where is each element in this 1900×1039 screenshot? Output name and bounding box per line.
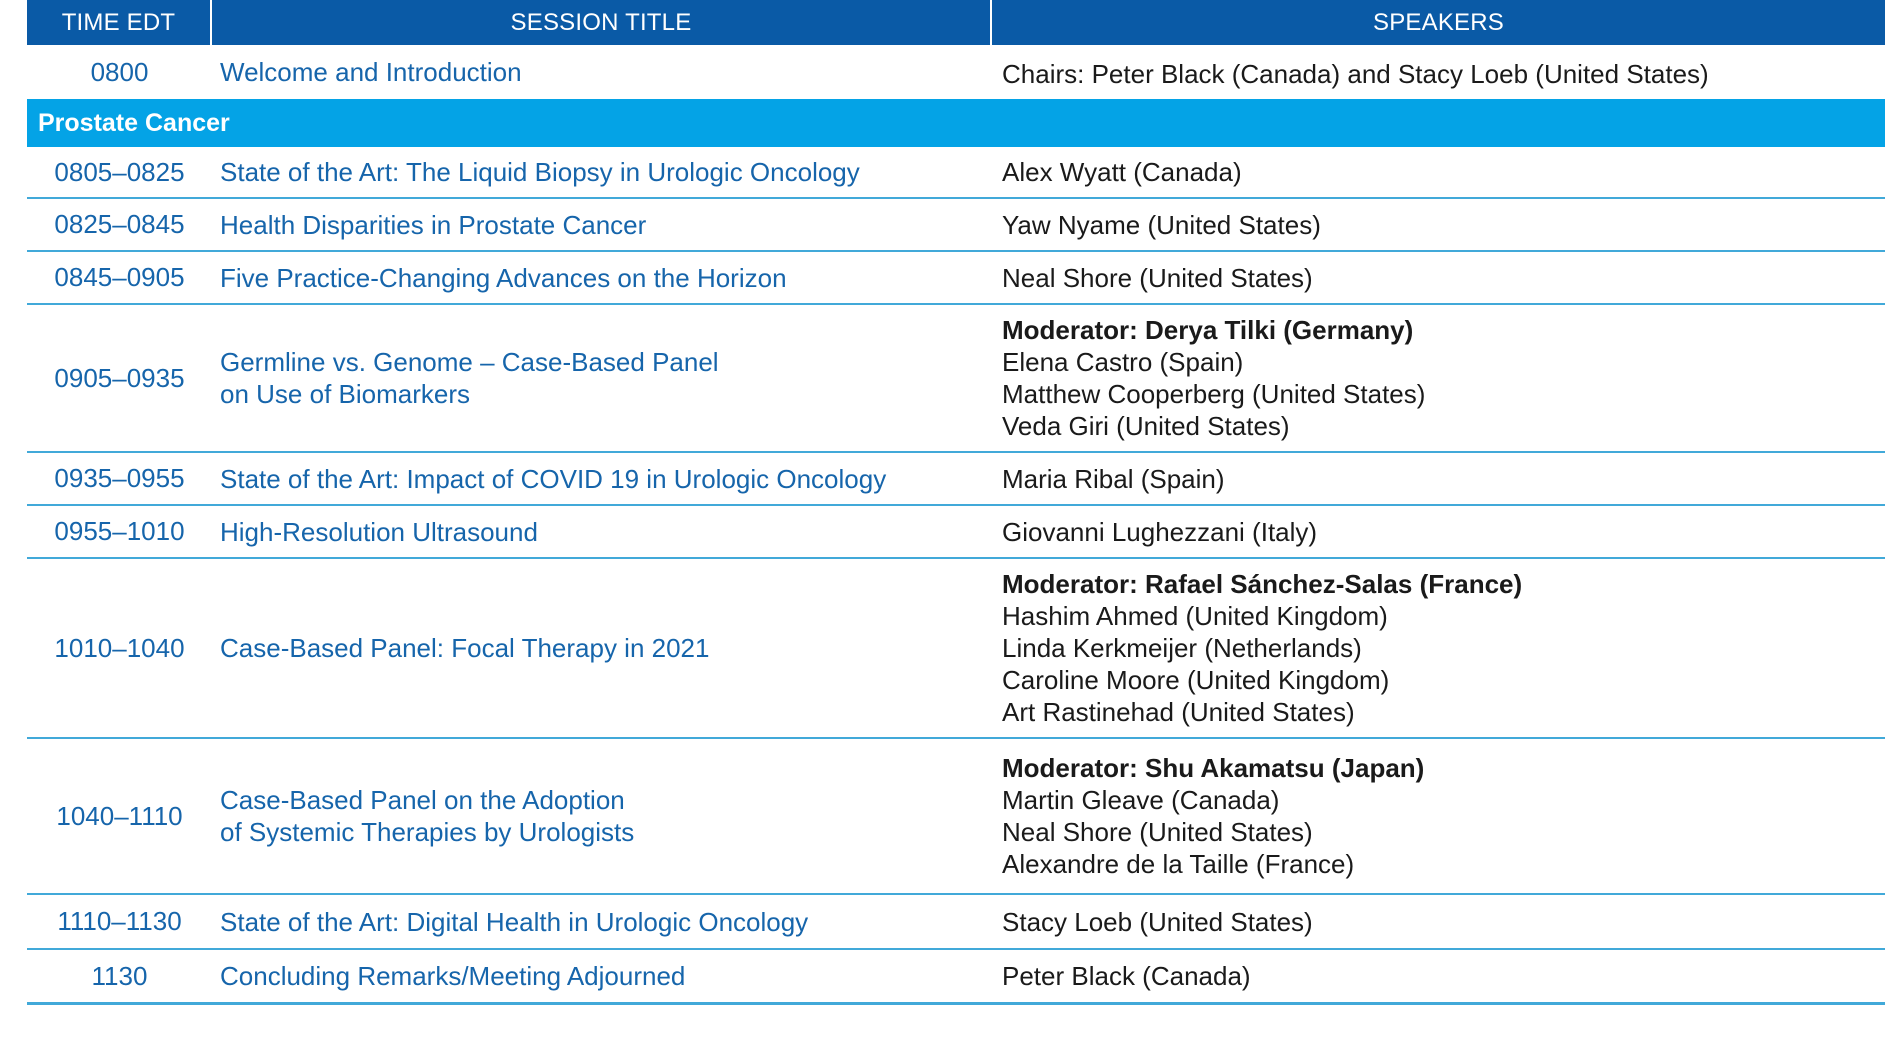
speaker: Linda Kerkmeijer (Netherlands) [1002, 633, 1362, 663]
session-title [212, 262, 992, 294]
moderator: Moderator: Rafael Sánchez-Salas (France) [1002, 569, 1523, 599]
session-row [27, 506, 1885, 559]
session-time: 0825–0845 [54, 209, 185, 239]
session-title [212, 463, 992, 495]
session-time: 0800 [90, 56, 149, 87]
session-speakers: Chairs: Peter Black (Canada) and Stacy Loeb (United States) [1002, 59, 1709, 89]
session-title-line: Case-Based Panel: Focal Therapy in 2021 [220, 633, 710, 663]
session-title [212, 346, 992, 410]
speaker: Giovanni Lughezzani (Italy) [1002, 516, 1318, 547]
session-row [27, 199, 1885, 252]
session-speakers [992, 463, 1885, 495]
speaker: Caroline Moore (United Kingdom) [1002, 665, 1390, 695]
session-row [27, 453, 1885, 506]
session-time: 1130 [91, 960, 148, 991]
session-speakers [992, 156, 1885, 188]
session-row [27, 559, 1885, 739]
session-title-line: State of the Art: Impact of COVID 19 in Urologic Oncology [220, 463, 887, 494]
session-title-line: of Systemic Therapies by Urologists [220, 817, 635, 847]
session-title [212, 156, 992, 188]
session-title [212, 516, 992, 548]
header-speakers: SPEAKERS [1373, 8, 1504, 36]
session-title [212, 209, 992, 241]
session-title [212, 960, 992, 992]
speaker: Veda Giri (United States) [1002, 411, 1290, 441]
session-title-line: State of the Art: Digital Health in Urologic Oncology [220, 906, 809, 937]
session-list [27, 147, 1885, 1005]
speaker: Peter Black (Canada) [1002, 961, 1251, 991]
session-row [27, 895, 1885, 950]
session-title [212, 784, 992, 848]
session-row [27, 739, 1885, 895]
header-time: TIME EDT [27, 0, 212, 45]
section-heading: Prostate Cancer [27, 99, 1885, 147]
session-speakers [992, 960, 1885, 992]
session-title: Welcome and Introduction [220, 57, 522, 87]
session-title-line: Health Disparities in Prostate Cancer [220, 209, 647, 240]
table-header [27, 0, 1885, 45]
session-title-line: Case-Based Panel on the Adoption [220, 785, 625, 815]
header-session-title: SESSION TITLE [212, 0, 992, 45]
session-time: 0905–0935 [54, 362, 185, 393]
speaker: Maria Ribal (Spain) [1002, 463, 1225, 494]
speaker: Alexandre de la Taille (France) [1002, 849, 1355, 879]
session-title-line: Five Practice-Changing Advances on the Horizon [220, 262, 787, 293]
session-title-line: Concluding Remarks/Meeting Adjourned [220, 961, 686, 991]
session-time: 0845–0905 [54, 262, 185, 292]
session-time: 1010–1040 [54, 632, 185, 663]
session-speakers [992, 752, 1885, 880]
session-row [27, 950, 1885, 1005]
session-title-line: State of the Art: The Liquid Biopsy in Urologic Oncology [220, 157, 860, 187]
speaker: Neal Shore (United States) [1002, 262, 1313, 293]
session-row [27, 305, 1885, 453]
session-row [27, 147, 1885, 199]
session-time: 0935–0955 [54, 463, 185, 493]
session-time: 1040–1110 [56, 800, 183, 831]
session-time: 0955–1010 [54, 516, 185, 546]
session-time: 0805–0825 [54, 156, 185, 187]
speaker: Hashim Ahmed (United Kingdom) [1002, 601, 1388, 631]
speaker: Martin Gleave (Canada) [1002, 785, 1280, 815]
speaker: Yaw Nyame (United States) [1002, 209, 1321, 240]
session-title [212, 632, 992, 664]
session-speakers [992, 906, 1885, 938]
session-title-line: Germline vs. Genome – Case-Based Panel [220, 347, 719, 377]
moderator: Moderator: Derya Tilki (Germany) [1002, 315, 1414, 345]
speaker: Art Rastinehad (United States) [1002, 697, 1355, 727]
speaker: Stacy Loeb (United States) [1002, 906, 1313, 937]
session-speakers [992, 516, 1885, 548]
speaker: Matthew Cooperberg (United States) [1002, 379, 1426, 409]
session-time: 1110–1130 [57, 906, 182, 936]
speaker: Alex Wyatt (Canada) [1002, 157, 1242, 187]
speaker: Elena Castro (Spain) [1002, 347, 1244, 377]
session-title [212, 906, 992, 938]
welcome-row [27, 45, 1885, 99]
session-speakers [992, 568, 1885, 728]
session-title-line: on Use of Biomarkers [220, 379, 470, 409]
moderator: Moderator: Shu Akamatsu (Japan) [1002, 753, 1425, 783]
session-speakers [992, 314, 1885, 442]
session-row [27, 252, 1885, 305]
session-title-line: High-Resolution Ultrasound [220, 516, 538, 547]
program-table [27, 0, 1885, 1005]
speaker: Neal Shore (United States) [1002, 817, 1313, 847]
session-speakers [992, 262, 1885, 294]
session-speakers [992, 209, 1885, 241]
